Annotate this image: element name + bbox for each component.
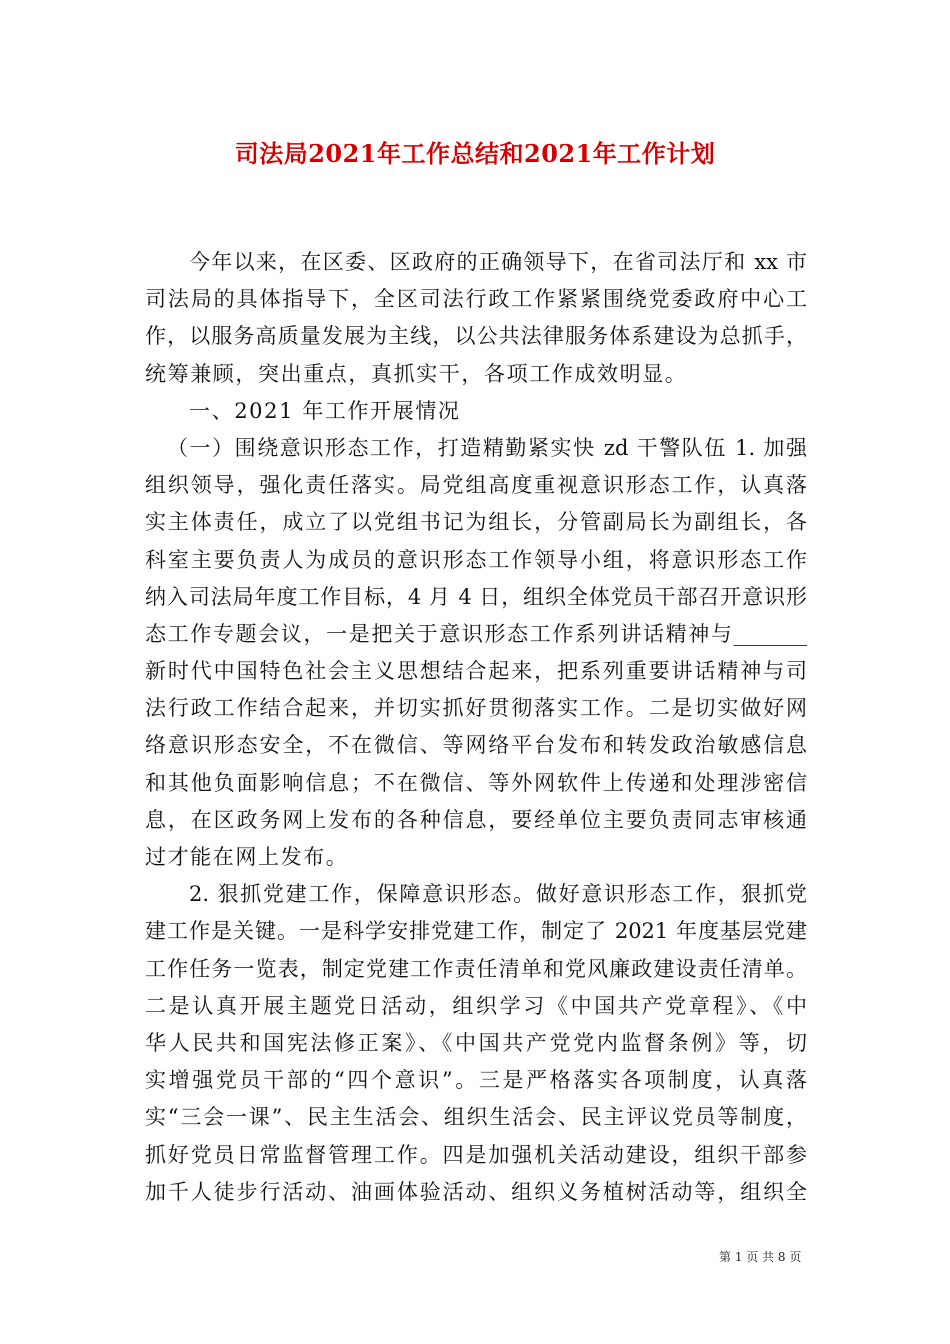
- text-line: 实“三会一课”、民主生活会、组织生活会、民主评议党员等制度，: [145, 1105, 807, 1130]
- text-line: 二是认真开展主题党日活动，组织学习《中国共产党章程》、《中: [145, 993, 807, 1018]
- text-line: 实主体责任，成立了以党组书记为组长，分管副局长为副组长，各: [145, 510, 807, 535]
- text-line: 司法局的具体指导下，全区司法行政工作紧紧围绕党委政府中心工: [145, 287, 807, 312]
- text-line: 和其他负面影响信息；不在微信、等外网软件上传递和处理涉密信: [145, 770, 807, 795]
- text-line: 统筹兼顾，突出重点，真抓实干，各项工作成效明显。: [145, 361, 688, 386]
- text-line: 新时代中国特色社会主义思想结合起来，把系列重要讲话精神与司: [145, 659, 807, 684]
- text-line: 组织领导，强化责任落实。局党组高度重视意识形态工作，认真落: [145, 473, 807, 498]
- text-line: 今年以来，在区委、区政府的正确领导下，在省司法厅和 xx 市: [189, 250, 807, 274]
- text-line: 纳入司法局年度工作目标，4 月 4 日，组织全体党员干部召开意识形: [145, 584, 807, 609]
- text-line: 过才能在网上发布。: [145, 845, 349, 869]
- text-line: 作，以服务高质量发展为主线，以公共法律服务体系建设为总抓手，: [145, 324, 807, 349]
- text-line: 加千人徒步行活动、油画体验活动、组织义务植树活动等，组织全: [145, 1179, 807, 1204]
- text-line: 2. 狠抓党建工作，保障意识形态。做好意识形态工作，狠抓党: [189, 882, 807, 907]
- text-line: （一）围绕意识形态工作，打造精勤紧实快 zd 干警队伍 1. 加强: [167, 435, 807, 460]
- text-line: 法行政工作结合起来，并切实抓好贯彻落实工作。二是切实做好网: [145, 696, 807, 721]
- text-line: 科室主要负责人为成员的意识形态工作领导小组，将意识形态工作: [145, 547, 807, 572]
- text-line: 息，在区政务网上发布的各种信息，要经单位主要负责同志审核通: [145, 807, 807, 832]
- text-line: 建工作是关键。一是科学安排党建工作，制定了 2021 年度基层党建: [145, 919, 807, 944]
- text-line: 实增强党员干部的“四个意识”。三是严格落实各项制度，认真落: [145, 1068, 807, 1093]
- text-line: 一、2021 年工作开展情况: [189, 398, 461, 423]
- text-line: 态工作专题会议，一是把关于意识形态工作系列讲话精神与_______: [145, 621, 807, 646]
- text-line: 络意识形态安全，不在微信、等网络平台发布和转发政治敏感信息: [145, 733, 807, 758]
- page-number: 第 1 页 共 8 页: [719, 1250, 802, 1264]
- text-line: 华人民共和国宪法修正案》、《中国共产党党内监督条例》等，切: [145, 1030, 807, 1055]
- document-body: [145, 244, 807, 1211]
- text-line: 抓好党员日常监督管理工作。四是加强机关活动建设，组织干部参: [145, 1142, 807, 1167]
- document-title: 司法局2021年工作总结和2021年工作计划: [234, 139, 716, 168]
- text-line: 工作任务一览表，制定党建工作责任清单和党风廉政建设责任清单。: [145, 956, 807, 981]
